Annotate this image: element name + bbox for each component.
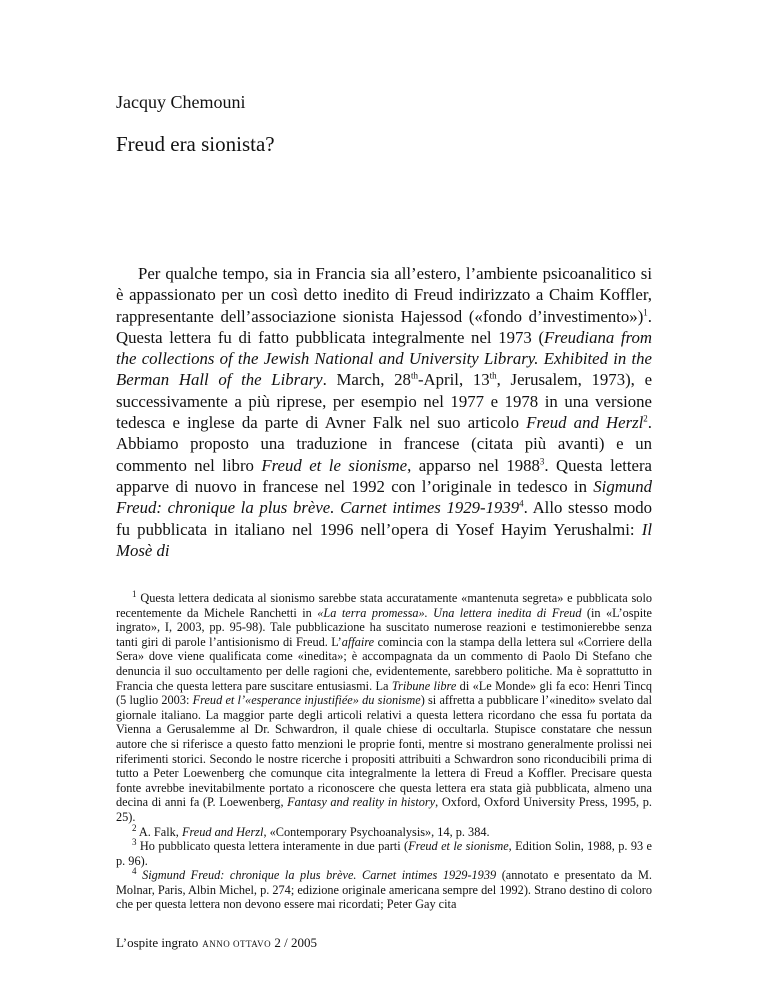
- text-run: . Questa lettera fu di fatto pubblicata integralmente nel 1973 (: [116, 306, 652, 347]
- italic-run: affaire: [341, 634, 375, 649]
- text-run: Per qualche tempo, sia in Francia sia all’estero, l’ambiente psicoanalitico si è appassionato per un così detto inedito di Freud indirizzato a Chaim Koffler, rappresentante dell’associazione sionista Hajessod («fondo d’investimento»): [116, 264, 652, 326]
- footnote-ref[interactable]: 4: [519, 498, 524, 509]
- text-run: . Abbiamo proposto una traduzione in francese (citata più avanti) e un commento nel libro: [116, 413, 652, 475]
- footnote-number: 4: [132, 866, 137, 877]
- text-run: , Jerusalem, 1973), e successivamente a più riprese, per esempio nel 1977 e 1978 in una versione tedesca e inglese da parte di Avner Falk nel suo articolo: [116, 370, 653, 433]
- superscript: th: [410, 370, 418, 381]
- text-run: , Oxford, Oxford University Press, 1995, p. 25).: [116, 795, 652, 824]
- text-run: , apparso nel 1988: [407, 455, 540, 475]
- italic-run: Sigmund Freud: chronique la plus brève. Carnet intimes 1929-1939: [116, 476, 652, 518]
- text-run: -April, 13: [417, 370, 490, 390]
- text-run: Ho pubblicato questa lettera interamente in due parti (: [139, 839, 409, 854]
- footnote-ref[interactable]: 2: [643, 413, 648, 424]
- text-run: di «Le Monde» gli fa eco: Henri Tincq (5 luglio 2003:: [116, 678, 653, 708]
- footnote-ref[interactable]: 3: [539, 456, 545, 467]
- italic-run: Freud and Herzl: [526, 413, 644, 433]
- italic-run: Freud and Herzl: [181, 824, 264, 839]
- italic-run: «La terra promessa». Una lettera inedita di Freud: [317, 605, 582, 620]
- paragraph: [116, 263, 652, 561]
- italic-run: Fantasy and reality in history: [287, 795, 436, 810]
- footnotes: [116, 588, 653, 912]
- text-run: . March, 28: [322, 370, 411, 390]
- text-run: A. Falk,: [138, 824, 182, 839]
- italic-run: Sigmund Freud: chronique la plus brève. Carnet intimes 1929-1939: [142, 868, 497, 883]
- footnote-2: [116, 822, 652, 840]
- italic-run: Freud et le sionisme: [261, 455, 408, 475]
- italic-run: Freud et l’«esperance injustifiée» du sionisme: [192, 693, 421, 708]
- year-label: ANNO OTTAVO: [202, 939, 272, 949]
- author-name: Jacquy Chemouni: [116, 92, 246, 112]
- page-footer: [116, 935, 317, 951]
- italic-run: Freudiana from the collections of the Jewish National and University Library. Exhibited in the Berman Hall of the Library: [116, 327, 652, 390]
- article-title: Freud era sionista?: [116, 132, 275, 156]
- italic-run: Il Mosè di: [116, 519, 652, 560]
- italic-run: Tribune libre: [391, 678, 457, 693]
- text-run: (in «L’ospite ingrato», I, 2003, pp. 95-98). Tale pubblicazione ha suscitato numerose reazioni e testimonierebbe senza tanti giri di parole l’antisionismo di Freud. L’: [116, 605, 652, 649]
- text-run: . Questa lettera apparve di nuovo in francese nel 1992 con l’originale in tedesco in: [116, 455, 653, 496]
- text-run: comincia con la stampa della lettera sul «Corriere della Sera» dove viene qualificata come «inedita»; è accompagnata da un commento di Paolo Di Stefano che denuncia il suo occultamento per delle ragioni che, evidentemente, sarebbero politiche. Ma è soprattutto in Francia che questa lettera pare suscitare entusiasmi. La: [116, 634, 652, 693]
- footnote-number: 1: [132, 588, 137, 599]
- text-run: ) si affretta a pubblicare l’«inedito» svelato dal giornale italiano. La maggior parte degli articoli relativi a questa lettera ricordano che essa fu portata da Vienna a Gerusalemme al Dr. Schwardron, il quale chiese di occultarla. Stupisce constatare che nessun autore che si riferisce a questo fatto menzioni le proprie fonti, mentre si mostrano generalmente prolissi nei riferimenti storici. Secondo le nostre ricerche i propositi attribuiti a Schwardron sono riconducibili prima di tutto a Peter Loewenberg che comunque cita integralmente la lettera di Freud a Koffler. Precisare questa fonte avrebbe inevitabilmente portato a riconoscere che questa lettera era stata già pubblicata, almeno una decina di anni fa (P. Loewenberg,: [116, 693, 652, 810]
- journal-name: L’ospite ingrato: [116, 935, 199, 950]
- text-run: , «Contemporary Psychoanalysis», 14, p. 384.: [263, 824, 490, 839]
- footnote-ref[interactable]: 1: [643, 307, 648, 317]
- text-run: (annotato e presentato da M. Molnar, Paris, Albin Michel, p. 274; edizione originale americana sempre del 1992). Strano destino di coloro che per questa lettera non devono essere mai ricordati; Peter Gay cita: [116, 868, 653, 912]
- main-text: [116, 263, 652, 561]
- text-run: , Edition Solin, 1988, p. 93 e p. 96).: [116, 839, 652, 868]
- text-run: Questa lettera dedicata al sionismo sarebbe stata accuratamente «mantenuta segreta» e pubblicata solo recentemente da Michele Ranchetti in: [116, 591, 653, 620]
- footnote-number: 3: [132, 837, 137, 847]
- footnote-1: [116, 588, 653, 825]
- footnote-number: 2: [132, 822, 137, 833]
- footnote-4: [116, 868, 652, 912]
- text-run: . Allo stesso modo fu pubblicata in italiano nel 1996 nell’opera di Yosef Hayim Yerushalmi:: [116, 498, 652, 539]
- superscript: th: [489, 370, 497, 381]
- italic-run: Freud et le sionisme: [408, 839, 509, 854]
- footnote-3: [116, 839, 652, 868]
- issue-number: 2 / 2005: [274, 935, 317, 950]
